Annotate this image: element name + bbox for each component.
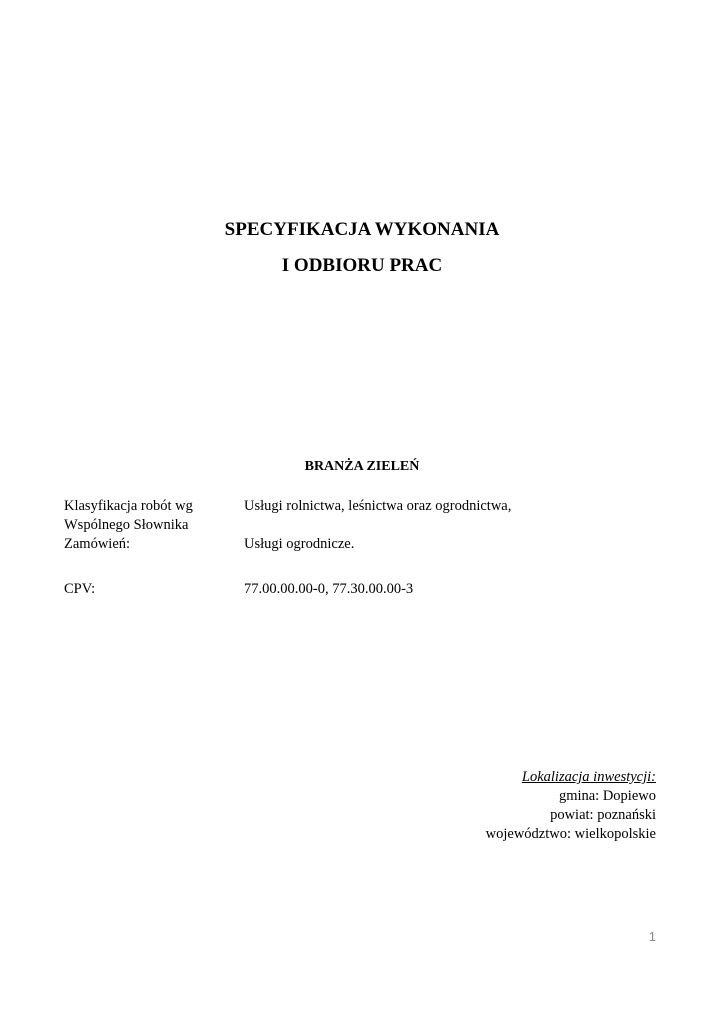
location-gmina: gmina: Dopiewo [558, 788, 656, 804]
classification-label-line-3: Zamówień: [64, 536, 131, 552]
location-heading: Lokalizacja inwestycji: [521, 769, 656, 785]
cpv-value: 77.00.00.00-0, 77.30.00.00-3 [244, 581, 414, 597]
page-number: 1 [648, 929, 656, 944]
cpv-label: CPV: [64, 581, 96, 597]
classification-value-line-1: Usługi rolnictwa, leśnictwa oraz ogrodnictwa, [244, 498, 512, 514]
branch-heading: BRANŻA ZIELEŃ [304, 459, 420, 474]
classification-label-line-2: Wspólnego Słownika [64, 517, 189, 533]
document-title-line-1: SPECYFIKACJA WYKONANIA [224, 219, 500, 240]
location-wojewodztwo: województwo: wielkopolskie [485, 826, 656, 842]
classification-value-line-2: Usługi ogrodnicze. [244, 536, 355, 552]
document-title-line-2: I ODBIORU PRAC [281, 255, 443, 276]
location-powiat: powiat: poznański [550, 807, 656, 823]
classification-label-line-1: Klasyfikacja robót wg [64, 498, 193, 514]
